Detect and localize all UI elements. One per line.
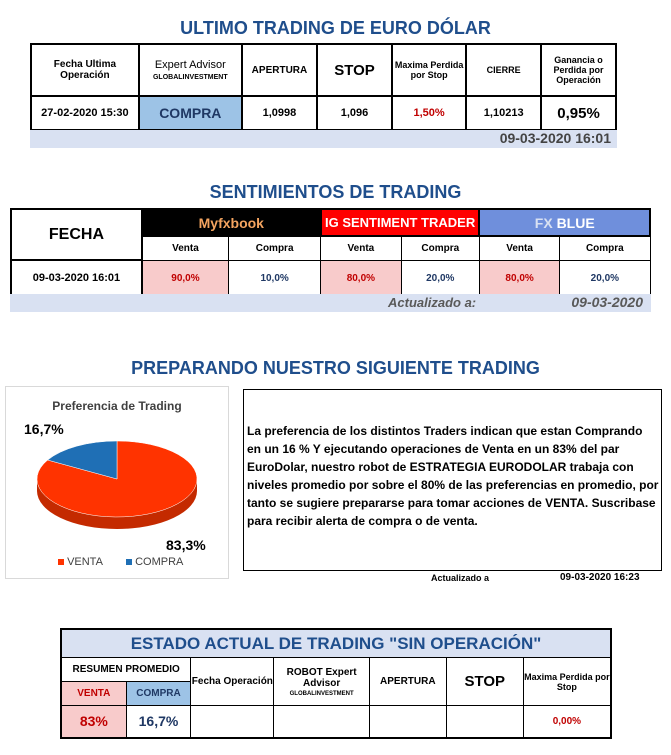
next-trading-updated-value: 09-03-2020 16:23 <box>560 572 640 583</box>
status-stop-value <box>446 706 523 738</box>
status-stop-header: STOP <box>446 658 523 706</box>
blue-label: BLUE <box>556 214 595 231</box>
robot-sub-label: GLOBALINVESTMENT <box>289 690 354 697</box>
sentiment-updated-label: Actualizado a: <box>388 295 477 310</box>
header-cierre: CIERRE <box>466 44 541 96</box>
cell-cierre: 1,10213 <box>466 96 541 130</box>
cell-max-loss: 1,50% <box>392 96 466 130</box>
myfx-venta-value: 90,0% <box>142 260 229 296</box>
resumen-header: RESUMEN PROMEDIO <box>61 658 191 682</box>
sentiment-table <box>10 208 651 297</box>
source-fxblue <box>479 209 650 236</box>
ig-venta-value: 80,0% <box>321 260 401 296</box>
resumen-compra-header: COMPRA <box>126 682 191 706</box>
cell-apertura: 1,0998 <box>242 96 317 130</box>
strategy-note-text: La preferencia de los distintos Traders indican que estan Comprando en un 16 % Y ejecutando operaciones de Venta en un 83% del par EuroDolar, nuestro robot de ESTRATEGIA EURODOLAR trabaja con niveles promedio por sobre el 80% de las preferencias en promedio, por tanto se sugiere prepararse para tomar acciones de VENTA. Suscribase para recibir alerta de compra o de venta. <box>247 424 659 528</box>
last-trade-timestamp: 09-03-2020 16:01 <box>499 130 611 146</box>
resumen-venta-value: 83% <box>61 706 126 738</box>
pie-chart-title: Preferencia de Trading <box>52 399 182 413</box>
last-trade-title: ULTIMO TRADING DE EURO DÓLAR <box>180 18 491 38</box>
legend-venta-label: VENTA <box>67 556 103 568</box>
status-robot-value <box>274 706 369 738</box>
source-ig-sentiment: IG SENTIMENT TRADER <box>321 209 480 236</box>
cell-compra-signal: COMPRA <box>139 96 242 130</box>
pie-label-venta: 83,3% <box>166 537 206 553</box>
cell-stop: 1,096 <box>317 96 392 130</box>
legend-compra-swatch <box>126 559 132 565</box>
next-trading-title: PREPARANDO NUESTRO SIGUIENTE TRADING <box>131 358 540 378</box>
status-robot-header <box>274 658 369 706</box>
resumen-venta-header: VENTA <box>61 682 126 706</box>
status-max-loss-header: Maxima Perdida por Stop <box>523 658 611 706</box>
myfx-compra-header: Compra <box>229 236 321 260</box>
strategy-note-box <box>243 389 662 571</box>
legend-venta <box>58 556 103 568</box>
sentiment-title: SENTIMIENTOS DE TRADING <box>209 182 462 202</box>
fx-compra-header: Compra <box>560 236 650 260</box>
sentiment-fecha: 09-03-2020 16:01 <box>11 260 142 296</box>
resumen-compra-value: 16,7% <box>126 706 191 738</box>
ig-compra-header: Compra <box>401 236 479 260</box>
fx-venta-value: 80,0% <box>479 260 559 296</box>
status-apertura-value <box>369 706 446 738</box>
ea-label: Expert Advisor <box>154 59 226 71</box>
header-stop: STOP <box>317 44 392 96</box>
sentiment-updated-bar <box>10 294 651 312</box>
last-trade-table <box>30 43 617 131</box>
current-status-title: ESTADO ACTUAL DE TRADING "SIN OPERACIÓN" <box>60 628 612 657</box>
pie-chart-panel <box>5 386 229 579</box>
sentiment-updated-value: 09-03-2020 <box>571 294 643 310</box>
robot-label: ROBOT Expert Advisor <box>286 666 357 689</box>
fx-venta-header: Venta <box>479 236 559 260</box>
legend-compra <box>126 556 183 568</box>
header-fecha: Fecha Ultima Operación <box>31 44 139 96</box>
cell-fecha: 27-02-2020 15:30 <box>31 96 139 130</box>
header-fecha: FECHA <box>11 209 142 260</box>
legend-compra-label: COMPRA <box>135 556 184 568</box>
header-expert-advisor <box>139 44 242 96</box>
next-trading-updated-label: Actualizado a <box>431 573 490 583</box>
current-status-table <box>60 657 612 739</box>
source-myfxbook: Myfxbook <box>142 209 321 236</box>
pie-label-compra: 16,7% <box>24 421 64 437</box>
ea-sub-label: GLOBALINVESTMENT <box>152 74 228 81</box>
header-apertura: APERTURA <box>242 44 317 96</box>
status-fecha-header: Fecha Operación <box>191 658 274 706</box>
header-max-loss: Maxima Perdida por Stop <box>392 44 466 96</box>
status-max-loss-value: 0,00% <box>523 706 611 738</box>
myfx-compra-value: 10,0% <box>229 260 321 296</box>
status-apertura-header: APERTURA <box>369 658 446 706</box>
cell-ganancia: 0,95% <box>541 96 616 130</box>
ig-compra-value: 20,0% <box>401 260 479 296</box>
status-fecha-value <box>191 706 274 738</box>
fx-compra-value: 20,0% <box>560 260 650 296</box>
last-trade-timestamp-bar <box>30 130 617 148</box>
legend-venta-swatch <box>58 559 64 565</box>
fx-label: FX <box>534 214 553 231</box>
myfx-venta-header: Venta <box>142 236 229 260</box>
ig-venta-header: Venta <box>321 236 401 260</box>
header-ganancia: Ganancia o Perdida por Operación <box>541 44 616 96</box>
